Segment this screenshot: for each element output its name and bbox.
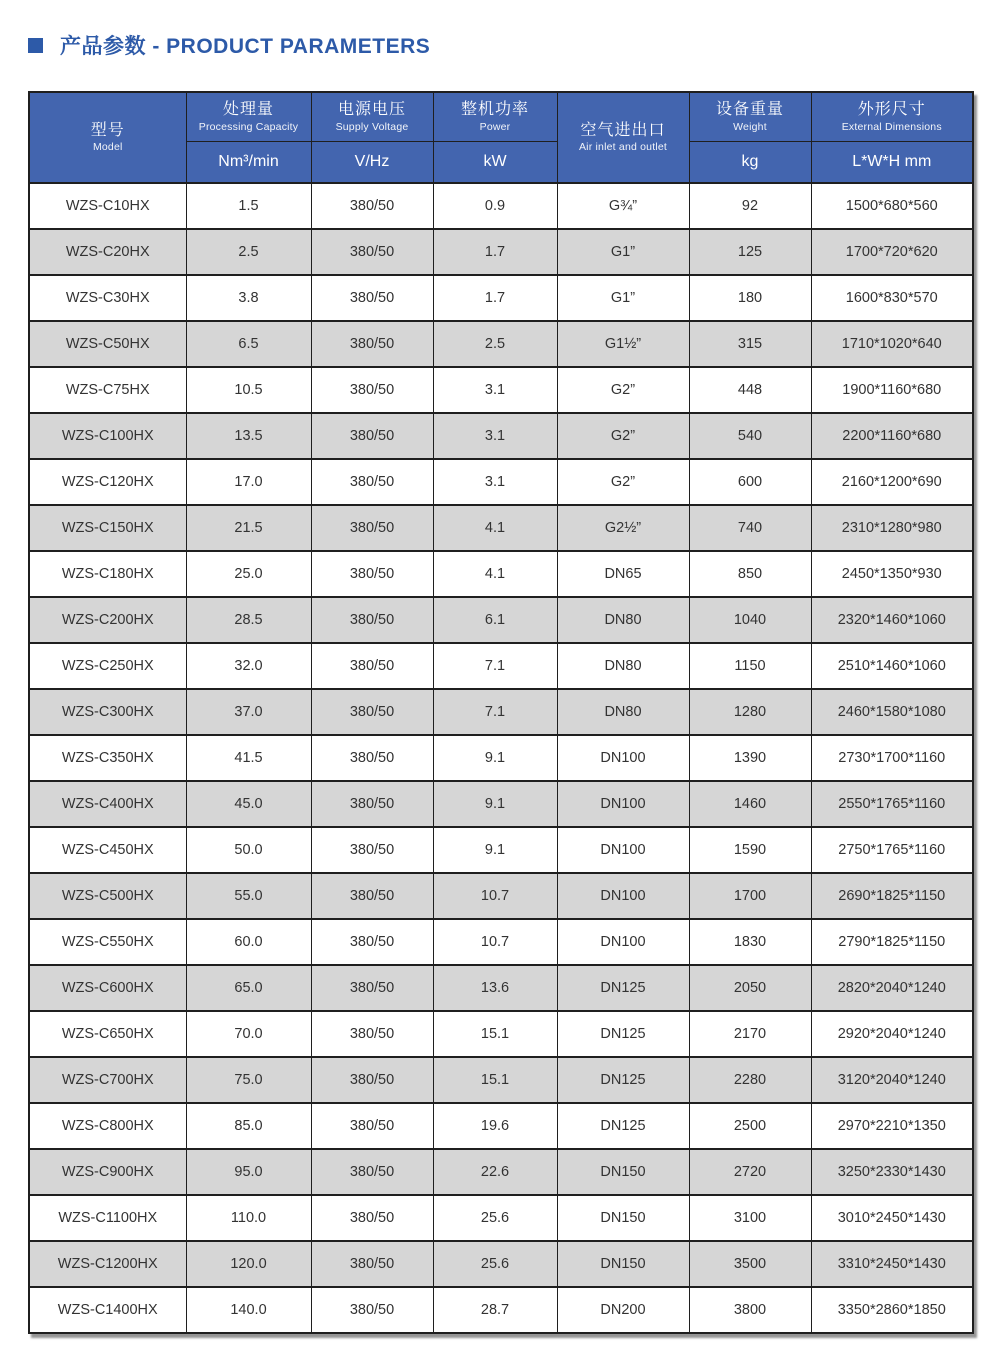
table-row <box>29 827 973 873</box>
value-cell: 3010*2450*1430 <box>811 1195 973 1241</box>
value-cell: 380/50 <box>311 367 433 413</box>
table-row <box>29 183 973 229</box>
table-row <box>29 413 973 459</box>
model-cell: WZS-C700HX <box>29 1057 186 1103</box>
header-processing-capacity <box>186 92 311 141</box>
table-row <box>29 321 973 367</box>
model-cell: WZS-C400HX <box>29 781 186 827</box>
header-power-zh: 整机功率 <box>460 101 529 119</box>
value-cell: 1900*1160*680 <box>811 367 973 413</box>
product-parameters-table <box>28 91 974 1334</box>
model-cell: WZS-C120HX <box>29 459 186 505</box>
model-cell: WZS-C10HX <box>29 183 186 229</box>
value-cell: 17.0 <box>186 459 311 505</box>
model-cell: WZS-C150HX <box>29 505 186 551</box>
table-row <box>29 505 973 551</box>
value-cell: 380/50 <box>311 873 433 919</box>
value-cell: 10.7 <box>433 919 557 965</box>
value-cell: 75.0 <box>186 1057 311 1103</box>
value-cell: 1150 <box>689 643 811 689</box>
header-processing-capacity-en: Processing Capacity <box>198 120 299 133</box>
value-cell: DN125 <box>557 965 689 1011</box>
table-row <box>29 1103 973 1149</box>
value-cell: 65.0 <box>186 965 311 1011</box>
value-cell: G1” <box>557 275 689 321</box>
value-cell: 2550*1765*1160 <box>811 781 973 827</box>
value-cell: 380/50 <box>311 597 433 643</box>
value-cell: 22.6 <box>433 1149 557 1195</box>
model-cell: WZS-C450HX <box>29 827 186 873</box>
header-power <box>433 92 557 141</box>
table-row <box>29 1241 973 1287</box>
table-row <box>29 873 973 919</box>
table-row <box>29 965 973 1011</box>
model-cell: WZS-C20HX <box>29 229 186 275</box>
value-cell: 4.1 <box>433 551 557 597</box>
value-cell: 540 <box>689 413 811 459</box>
model-cell: WZS-C500HX <box>29 873 186 919</box>
model-cell: WZS-C75HX <box>29 367 186 413</box>
table-header <box>29 92 973 183</box>
unit-power: kW <box>433 141 557 183</box>
value-cell: 380/50 <box>311 551 433 597</box>
value-cell: DN125 <box>557 1057 689 1103</box>
value-cell: 15.1 <box>433 1057 557 1103</box>
value-cell: 41.5 <box>186 735 311 781</box>
value-cell: 1.7 <box>433 275 557 321</box>
model-cell: WZS-C650HX <box>29 1011 186 1057</box>
section-bullet-icon <box>28 38 43 53</box>
value-cell: 110.0 <box>186 1195 311 1241</box>
value-cell: 25.6 <box>433 1195 557 1241</box>
value-cell: 6.1 <box>433 597 557 643</box>
table-row <box>29 597 973 643</box>
unit-weight: kg <box>689 141 811 183</box>
value-cell: 600 <box>689 459 811 505</box>
value-cell: 1700*720*620 <box>811 229 973 275</box>
value-cell: 380/50 <box>311 781 433 827</box>
value-cell: 55.0 <box>186 873 311 919</box>
table-body <box>29 183 973 1333</box>
section-title <box>28 30 972 60</box>
value-cell: 1700 <box>689 873 811 919</box>
header-weight-en: Weight <box>733 120 767 133</box>
table-row <box>29 551 973 597</box>
value-cell: DN80 <box>557 643 689 689</box>
value-cell: 2970*2210*1350 <box>811 1103 973 1149</box>
value-cell: 1.7 <box>433 229 557 275</box>
table-row <box>29 1195 973 1241</box>
value-cell: 380/50 <box>311 965 433 1011</box>
value-cell: 380/50 <box>311 275 433 321</box>
value-cell: 3.1 <box>433 413 557 459</box>
value-cell: 1390 <box>689 735 811 781</box>
value-cell: 60.0 <box>186 919 311 965</box>
value-cell: 1.5 <box>186 183 311 229</box>
value-cell: G1” <box>557 229 689 275</box>
value-cell: 850 <box>689 551 811 597</box>
value-cell: 13.5 <box>186 413 311 459</box>
value-cell: 4.1 <box>433 505 557 551</box>
value-cell: DN100 <box>557 781 689 827</box>
value-cell: 6.5 <box>186 321 311 367</box>
value-cell: 380/50 <box>311 1241 433 1287</box>
value-cell: 380/50 <box>311 229 433 275</box>
value-cell: 2320*1460*1060 <box>811 597 973 643</box>
model-cell: WZS-C550HX <box>29 919 186 965</box>
value-cell: 2170 <box>689 1011 811 1057</box>
model-cell: WZS-C250HX <box>29 643 186 689</box>
table-row <box>29 919 973 965</box>
value-cell: 1280 <box>689 689 811 735</box>
table-row <box>29 367 973 413</box>
header-external-dimensions <box>811 92 973 141</box>
value-cell: DN150 <box>557 1149 689 1195</box>
value-cell: 15.1 <box>433 1011 557 1057</box>
value-cell: 25.0 <box>186 551 311 597</box>
value-cell: 380/50 <box>311 919 433 965</box>
value-cell: 315 <box>689 321 811 367</box>
value-cell: 1710*1020*640 <box>811 321 973 367</box>
value-cell: 180 <box>689 275 811 321</box>
value-cell: DN125 <box>557 1103 689 1149</box>
model-cell: WZS-C350HX <box>29 735 186 781</box>
value-cell: 2820*2040*1240 <box>811 965 973 1011</box>
model-cell: WZS-C100HX <box>29 413 186 459</box>
value-cell: 3500 <box>689 1241 811 1287</box>
value-cell: 70.0 <box>186 1011 311 1057</box>
value-cell: 380/50 <box>311 321 433 367</box>
value-cell: 380/50 <box>311 827 433 873</box>
value-cell: DN100 <box>557 919 689 965</box>
value-cell: 19.6 <box>433 1103 557 1149</box>
value-cell: 7.1 <box>433 643 557 689</box>
header-weight-zh: 设备重量 <box>715 101 784 119</box>
model-cell: WZS-C30HX <box>29 275 186 321</box>
value-cell: 380/50 <box>311 1103 433 1149</box>
value-cell: 32.0 <box>186 643 311 689</box>
value-cell: 0.9 <box>433 183 557 229</box>
model-cell: WZS-C300HX <box>29 689 186 735</box>
table-row <box>29 1287 973 1333</box>
page-title: 产品参数 - PRODUCT PARAMETERS <box>60 35 431 58</box>
header-supply-voltage-en: Supply Voltage <box>335 120 409 133</box>
header-supply-voltage-zh: 电源电压 <box>337 101 406 119</box>
value-cell: 1500*680*560 <box>811 183 973 229</box>
value-cell: 380/50 <box>311 1057 433 1103</box>
value-cell: DN80 <box>557 689 689 735</box>
value-cell: 3350*2860*1850 <box>811 1287 973 1333</box>
table-row <box>29 1057 973 1103</box>
model-cell: WZS-C600HX <box>29 965 186 1011</box>
header-model <box>29 92 186 183</box>
value-cell: 380/50 <box>311 459 433 505</box>
model-cell: WZS-C1100HX <box>29 1195 186 1241</box>
table-row <box>29 735 973 781</box>
header-weight <box>689 92 811 141</box>
header-air-inlet-outlet-en: Air inlet and outlet <box>578 141 668 154</box>
header-model-zh: 型号 <box>90 121 125 139</box>
table-row <box>29 643 973 689</box>
value-cell: DN200 <box>557 1287 689 1333</box>
value-cell: 10.5 <box>186 367 311 413</box>
value-cell: 380/50 <box>311 1195 433 1241</box>
value-cell: 380/50 <box>311 183 433 229</box>
value-cell: 9.1 <box>433 827 557 873</box>
model-cell: WZS-C200HX <box>29 597 186 643</box>
value-cell: 9.1 <box>433 781 557 827</box>
value-cell: 2280 <box>689 1057 811 1103</box>
value-cell: DN150 <box>557 1241 689 1287</box>
value-cell: G1½” <box>557 321 689 367</box>
value-cell: 85.0 <box>186 1103 311 1149</box>
value-cell: DN65 <box>557 551 689 597</box>
value-cell: 2720 <box>689 1149 811 1195</box>
header-model-en: Model <box>92 141 123 154</box>
table-row <box>29 781 973 827</box>
value-cell: DN100 <box>557 735 689 781</box>
table-row <box>29 1149 973 1195</box>
value-cell: G2” <box>557 459 689 505</box>
value-cell: 9.1 <box>433 735 557 781</box>
value-cell: 45.0 <box>186 781 311 827</box>
header-external-dimensions-en: External Dimensions <box>841 120 942 133</box>
value-cell: 2690*1825*1150 <box>811 873 973 919</box>
value-cell: 28.5 <box>186 597 311 643</box>
value-cell: 3100 <box>689 1195 811 1241</box>
value-cell: 28.7 <box>433 1287 557 1333</box>
value-cell: 1830 <box>689 919 811 965</box>
header-power-en: Power <box>479 120 511 133</box>
value-cell: 2310*1280*980 <box>811 505 973 551</box>
unit-supply-voltage: V/Hz <box>311 141 433 183</box>
value-cell: 2.5 <box>433 321 557 367</box>
value-cell: 13.6 <box>433 965 557 1011</box>
value-cell: 7.1 <box>433 689 557 735</box>
model-cell: WZS-C1400HX <box>29 1287 186 1333</box>
value-cell: G2” <box>557 367 689 413</box>
header-air-inlet-outlet-zh: 空气进出口 <box>580 121 666 139</box>
value-cell: 380/50 <box>311 1011 433 1057</box>
value-cell: G2½” <box>557 505 689 551</box>
value-cell: 1590 <box>689 827 811 873</box>
value-cell: 2920*2040*1240 <box>811 1011 973 1057</box>
value-cell: 21.5 <box>186 505 311 551</box>
value-cell: 50.0 <box>186 827 311 873</box>
value-cell: 3.1 <box>433 367 557 413</box>
value-cell: 380/50 <box>311 413 433 459</box>
value-cell: 25.6 <box>433 1241 557 1287</box>
value-cell: 2.5 <box>186 229 311 275</box>
value-cell: G2” <box>557 413 689 459</box>
value-cell: 1600*830*570 <box>811 275 973 321</box>
value-cell: 1040 <box>689 597 811 643</box>
table-row <box>29 459 973 505</box>
header-processing-capacity-zh: 处理量 <box>222 101 274 119</box>
value-cell: 448 <box>689 367 811 413</box>
value-cell: 2460*1580*1080 <box>811 689 973 735</box>
value-cell: DN100 <box>557 827 689 873</box>
table-row <box>29 689 973 735</box>
value-cell: 380/50 <box>311 1287 433 1333</box>
model-cell: WZS-C50HX <box>29 321 186 367</box>
unit-external-dimensions: L*W*H mm <box>811 141 973 183</box>
value-cell: DN150 <box>557 1195 689 1241</box>
value-cell: 2750*1765*1160 <box>811 827 973 873</box>
value-cell: 380/50 <box>311 505 433 551</box>
value-cell: 37.0 <box>186 689 311 735</box>
value-cell: DN100 <box>557 873 689 919</box>
value-cell: 3310*2450*1430 <box>811 1241 973 1287</box>
table-row <box>29 1011 973 1057</box>
value-cell: 2450*1350*930 <box>811 551 973 597</box>
value-cell: DN80 <box>557 597 689 643</box>
value-cell: 2200*1160*680 <box>811 413 973 459</box>
value-cell: 3250*2330*1430 <box>811 1149 973 1195</box>
value-cell: 3800 <box>689 1287 811 1333</box>
value-cell: 380/50 <box>311 643 433 689</box>
value-cell: 2500 <box>689 1103 811 1149</box>
value-cell: 2730*1700*1160 <box>811 735 973 781</box>
unit-processing-capacity: Nm³/min <box>186 141 311 183</box>
header-external-dimensions-zh: 外形尺寸 <box>857 101 926 119</box>
value-cell: 2050 <box>689 965 811 1011</box>
value-cell: 140.0 <box>186 1287 311 1333</box>
model-cell: WZS-C180HX <box>29 551 186 597</box>
value-cell: 3120*2040*1240 <box>811 1057 973 1103</box>
model-cell: WZS-C900HX <box>29 1149 186 1195</box>
model-cell: WZS-C1200HX <box>29 1241 186 1287</box>
value-cell: 2790*1825*1150 <box>811 919 973 965</box>
value-cell: G¾” <box>557 183 689 229</box>
value-cell: 125 <box>689 229 811 275</box>
header-air-inlet-outlet <box>557 92 689 183</box>
value-cell: 2160*1200*690 <box>811 459 973 505</box>
value-cell: 92 <box>689 183 811 229</box>
model-cell: WZS-C800HX <box>29 1103 186 1149</box>
value-cell: 380/50 <box>311 689 433 735</box>
value-cell: 10.7 <box>433 873 557 919</box>
value-cell: 380/50 <box>311 1149 433 1195</box>
value-cell: 3.8 <box>186 275 311 321</box>
header-supply-voltage <box>311 92 433 141</box>
value-cell: 3.1 <box>433 459 557 505</box>
value-cell: 2510*1460*1060 <box>811 643 973 689</box>
table-row <box>29 229 973 275</box>
table-row <box>29 275 973 321</box>
value-cell: 1460 <box>689 781 811 827</box>
value-cell: 95.0 <box>186 1149 311 1195</box>
value-cell: 120.0 <box>186 1241 311 1287</box>
value-cell: DN125 <box>557 1011 689 1057</box>
value-cell: 380/50 <box>311 735 433 781</box>
value-cell: 740 <box>689 505 811 551</box>
